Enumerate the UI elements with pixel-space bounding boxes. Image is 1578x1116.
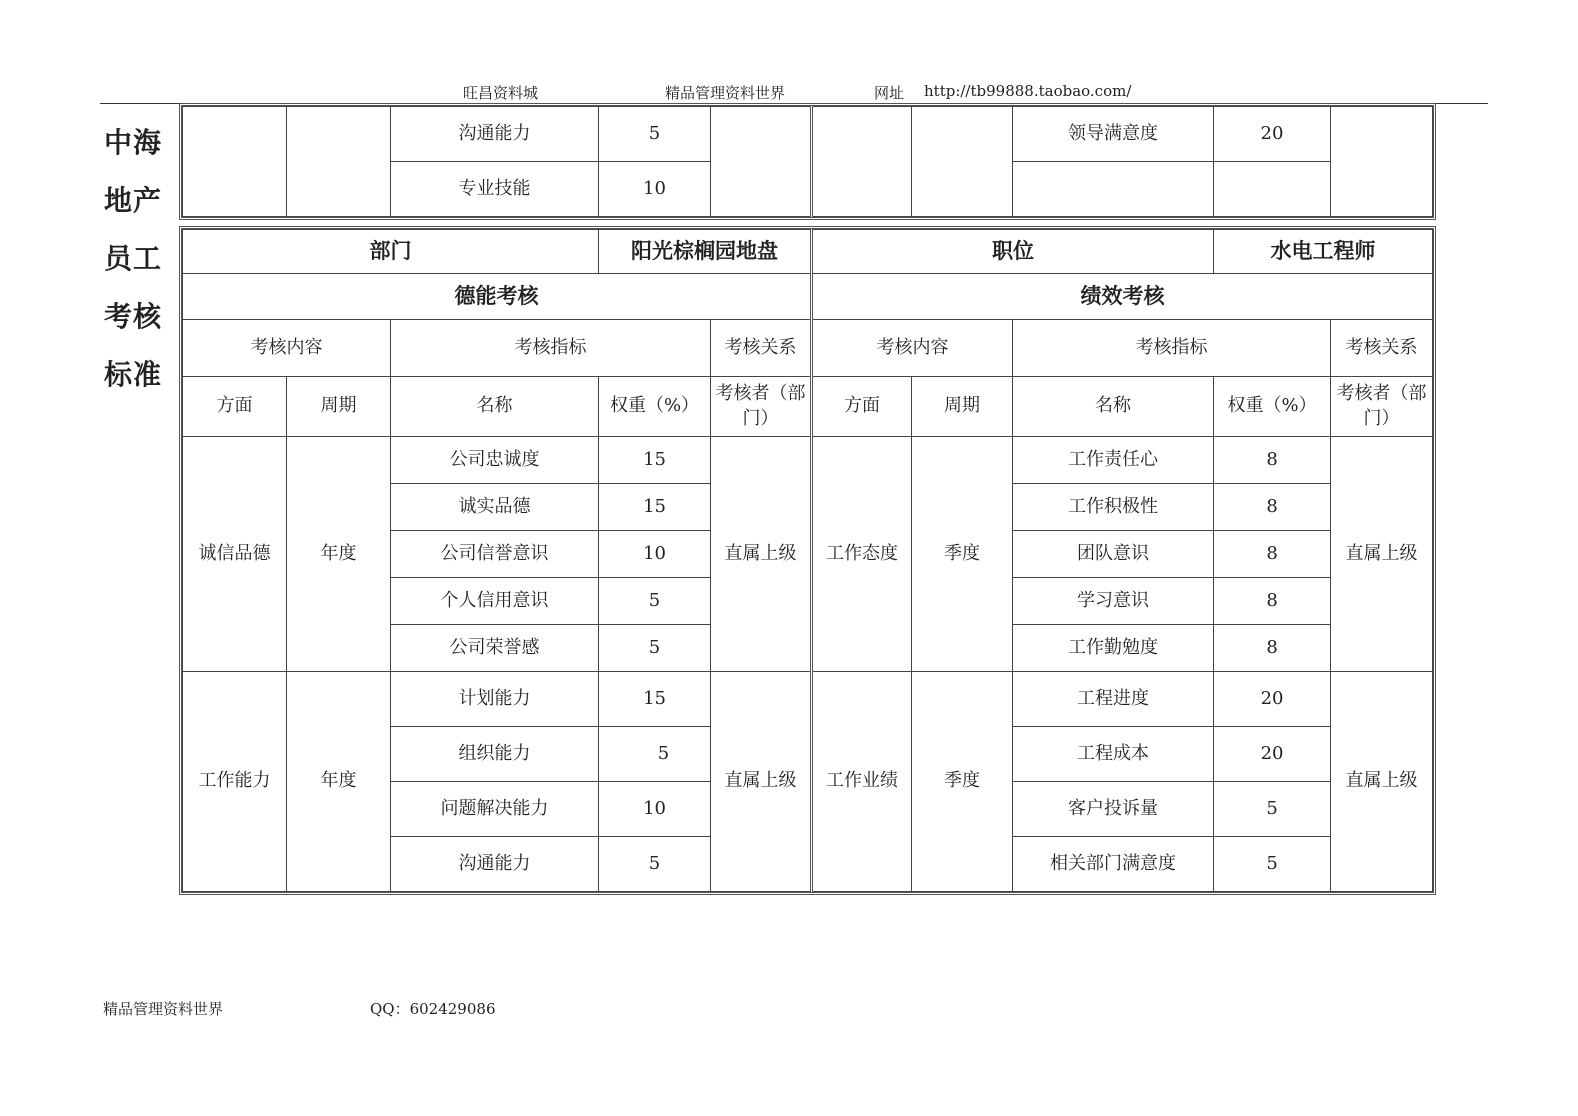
index-weight: 5: [599, 578, 711, 625]
perf-index-name: 客户投诉量: [1013, 782, 1214, 837]
vertical-title-line: 员工: [104, 242, 163, 275]
assessor-cell: [711, 107, 812, 217]
perf-group-period: 季度: [912, 672, 1013, 892]
perf-index-name: 学习意识: [1013, 578, 1214, 625]
header-divider: [100, 103, 1488, 104]
perf-assessor-cell: [1331, 107, 1433, 217]
group-assessor: 直属上级: [711, 672, 812, 892]
perf-content-header: 考核内容: [812, 320, 1013, 377]
assessor-header: 考核者（部门）: [711, 377, 812, 437]
perf-index-weight: 20: [1214, 107, 1331, 162]
index-name: 计划能力: [391, 672, 599, 727]
continuation-table: [182, 106, 1433, 217]
index-weight: 5: [599, 837, 711, 892]
dept-value: [599, 230, 812, 274]
index-name: 沟通能力: [391, 837, 599, 892]
position-value-text: 水电工程师: [1270, 238, 1376, 264]
perf-aspect-cell: [812, 107, 912, 217]
ethics-content-header: 考核内容: [183, 320, 391, 377]
header-brand: 精品管理资料世界: [665, 84, 786, 102]
index-weight: 15: [599, 672, 711, 727]
position-label: [812, 230, 1214, 274]
group-aspect: 诚信品德: [183, 437, 287, 672]
perf-group-aspect: 工作态度: [812, 437, 912, 672]
perf-index-weight: [1214, 162, 1331, 217]
ethics-index-weight: 5: [599, 107, 711, 162]
perf-index-name: 团队意识: [1013, 531, 1214, 578]
vertical-title: [104, 114, 162, 404]
position-label-text: 职位: [992, 238, 1035, 264]
perf-name-header: 名称: [1013, 377, 1214, 437]
index-name: 公司荣誉感: [391, 625, 599, 672]
dept-value-text: 阳光棕榈园地盘: [631, 238, 779, 264]
index-weight: 10: [599, 782, 711, 837]
name-header: 名称: [391, 377, 599, 437]
perf-index-name: 工程进度: [1013, 672, 1214, 727]
header-url[interactable]: http://tb99888.taobao.com/: [924, 82, 1132, 100]
performance-section-title: 绩效考核: [812, 274, 1433, 320]
period-header: 周期: [287, 377, 391, 437]
ethics-index-weight: 10: [599, 162, 711, 217]
ethics-index-name: 专业技能: [391, 162, 599, 217]
ethics-relation-header: 考核关系: [711, 320, 812, 377]
perf-index-name: [1013, 162, 1214, 217]
group-period: 年度: [287, 672, 391, 892]
perf-index-header: 考核指标: [1013, 320, 1331, 377]
perf-assessor-header: 考核者（部门）: [1331, 377, 1433, 437]
perf-aspect-header: 方面: [812, 377, 912, 437]
position-value: [1214, 230, 1433, 274]
group-aspect: 工作能力: [183, 672, 287, 892]
index-name: 组织能力: [391, 727, 599, 782]
perf-index-weight: 5: [1214, 837, 1331, 892]
perf-index-name: 工作勤勉度: [1013, 625, 1214, 672]
period-cell: [287, 107, 391, 217]
aspect-header: 方面: [183, 377, 287, 437]
perf-index-name: 工程成本: [1013, 727, 1214, 782]
perf-group-aspect: 工作业绩: [812, 672, 912, 892]
assessment-table: [182, 229, 1433, 892]
weight-header: 权重（%）: [599, 377, 711, 437]
index-name: 问题解决能力: [391, 782, 599, 837]
vertical-title-line: 中海: [104, 126, 163, 159]
perf-group-assessor: 直属上级: [1331, 672, 1433, 892]
header-url-label: 网址: [874, 84, 905, 102]
ethics-index-header: 考核指标: [391, 320, 711, 377]
perf-index-weight: 5: [1214, 782, 1331, 837]
aspect-cell: [183, 107, 287, 217]
perf-group-period: 季度: [912, 437, 1013, 672]
vertical-title-line: 考核: [104, 300, 163, 333]
vertical-title-line: 标准: [104, 358, 163, 391]
index-name: 诚实品德: [391, 484, 599, 531]
perf-relation-header: 考核关系: [1331, 320, 1433, 377]
ethics-section-title: 德能考核: [183, 274, 812, 320]
dept-label-text: 部门: [369, 238, 412, 264]
perf-index-weight: 8: [1214, 625, 1331, 672]
perf-weight-header: 权重（%）: [1214, 377, 1331, 437]
perf-index-weight: 8: [1214, 531, 1331, 578]
table-row: [183, 672, 1433, 727]
perf-index-name: 相关部门满意度: [1013, 837, 1214, 892]
index-weight: 15: [599, 484, 711, 531]
vertical-title-line: 地产: [104, 184, 163, 217]
perf-group-assessor: 直属上级: [1331, 437, 1433, 672]
footer-brand: 精品管理资料世界: [103, 1000, 224, 1018]
perf-index-name: 领导满意度: [1013, 107, 1214, 162]
group-assessor: 直属上级: [711, 437, 812, 672]
perf-index-weight: 8: [1214, 437, 1331, 484]
index-name: 个人信用意识: [391, 578, 599, 625]
dept-label: [183, 230, 599, 274]
index-weight: 15: [599, 437, 711, 484]
header-shop-name: 旺昌资料城: [463, 84, 539, 102]
footer-qq: QQ：602429086: [370, 1000, 496, 1018]
ethics-index-name: 沟通能力: [391, 107, 599, 162]
perf-index-weight: 20: [1214, 727, 1331, 782]
perf-index-name: 工作责任心: [1013, 437, 1214, 484]
index-name: 公司忠诚度: [391, 437, 599, 484]
perf-index-weight: 8: [1214, 578, 1331, 625]
table-row: [183, 437, 1433, 484]
index-weight: 5: [599, 625, 711, 672]
perf-index-weight: 20: [1214, 672, 1331, 727]
perf-index-weight: 8: [1214, 484, 1331, 531]
group-period: 年度: [287, 437, 391, 672]
index-weight: 10: [599, 531, 711, 578]
perf-period-header: 周期: [912, 377, 1013, 437]
perf-index-name: 工作积极性: [1013, 484, 1214, 531]
index-weight: 5: [599, 727, 711, 782]
index-name: 公司信誉意识: [391, 531, 599, 578]
perf-period-cell: [912, 107, 1013, 217]
